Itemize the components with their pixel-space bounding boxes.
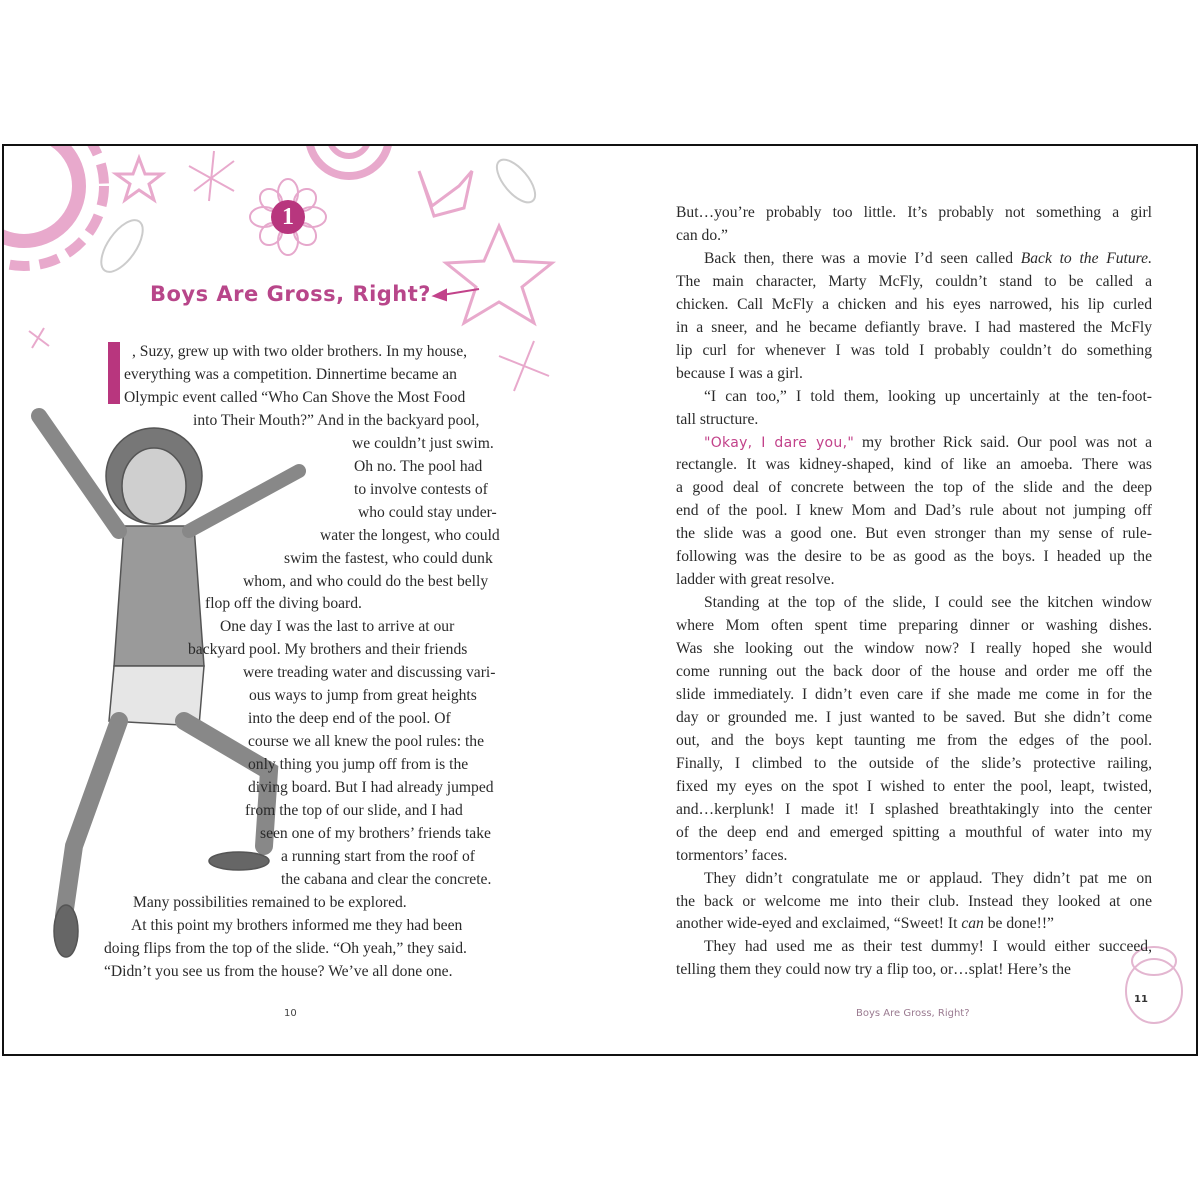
- text-line: seen one of my brothers’ friends take: [260, 824, 491, 842]
- text-line: [676, 914, 1152, 934]
- text-line: diving board. But I had already jumped: [248, 779, 494, 797]
- text-line: flop off the diving board.: [205, 595, 362, 613]
- text-line: “Didn’t you see us from the house? We’ve all done one.: [104, 962, 453, 980]
- text-line: water the longest, who could: [320, 526, 500, 544]
- text-segment: tall structure.: [676, 410, 759, 428]
- text-line: [676, 455, 1152, 475]
- swirl-icon: [309, 146, 389, 176]
- text-segment: and…kerplunk! I made it! I splashed breathtakingly into the center: [676, 800, 1152, 818]
- text-line: into the deep end of the pool. Of: [248, 710, 451, 728]
- rocket-icon: [93, 213, 150, 278]
- text-segment: of the deep end and emerged spitting a mouthful of water into my: [676, 823, 1152, 841]
- text-segment: can do.”: [676, 226, 728, 244]
- text-line: backyard pool. My brothers and their friends: [188, 641, 468, 659]
- page-number-right: 11: [1134, 994, 1148, 1005]
- text-line: [676, 846, 1152, 866]
- text-line: [676, 937, 1152, 957]
- rocket-icon: [490, 153, 542, 208]
- text-segment: Back to the Future.: [1020, 249, 1152, 267]
- star-icon: [446, 226, 552, 323]
- text-segment: come running out the back door of the house and order me off the: [676, 663, 1152, 680]
- text-segment: end of the pool. I knew Mom and Dad’s rule about not jumping off: [676, 502, 1152, 520]
- star-icon: [116, 158, 162, 200]
- text-line: [676, 272, 1152, 292]
- text-line: [676, 249, 1152, 269]
- text-line: [676, 800, 1152, 820]
- text-line: [676, 960, 1152, 980]
- text-line: [676, 203, 1152, 223]
- text-segment: be done!!”: [983, 915, 1054, 933]
- text-segment: following was the desire to be as good as the boys. I headed up the: [676, 548, 1152, 566]
- text-line: [676, 226, 1152, 246]
- text-line: [676, 387, 1152, 407]
- text-segment: “I can too,” I told them, looking up uncertainly at the ten-foot-: [704, 387, 1152, 405]
- text-segment: the slide was a good one. But even stronger than my sense of rule-: [676, 525, 1152, 543]
- text-segment: Was she looking out the window now? I really hoped she would: [676, 640, 1152, 658]
- text-segment: rectangle. It was kidney-shaped, kind of like an amoeba. There was: [676, 456, 1152, 474]
- text-line: from the top of our slide, and I had: [245, 802, 463, 819]
- text-segment: Standing at the top of the slide, I could see the kitchen window: [704, 594, 1152, 612]
- text-segment: can: [961, 915, 984, 933]
- text-segment: another wide-eyed and exclaimed, “Sweet! It: [676, 915, 962, 933]
- text-line: to involve contests of: [354, 480, 488, 498]
- text-line: whom, and who could do the best belly: [243, 572, 489, 590]
- text-line: At this point my brothers informed me they had been: [131, 916, 463, 934]
- text-segment: The main character, Marty McFly, couldn’t stand to be called a: [676, 272, 1152, 290]
- text-segment: Back then, there was a movie I’d seen called: [704, 249, 1021, 267]
- chapter-number-badge: 1: [271, 200, 305, 234]
- text-line: [676, 593, 1152, 613]
- text-segment: slide immediately. I didn’t even care if she made me come in for the: [676, 685, 1152, 703]
- frog-icon: [1126, 947, 1182, 1023]
- text-line: [676, 639, 1152, 659]
- text-line: doing flips from the top of the slide. “Oh yeah,” they said.: [104, 939, 467, 957]
- text-segment: chicken. Call McFly a chicken and his eyes narrowed, his lip curled: [676, 295, 1152, 313]
- text-line: Oh no. The pool had: [354, 457, 483, 475]
- text-line: into Their Mouth?” And in the backyard pool,: [193, 411, 480, 429]
- page-number-left: 10: [284, 1008, 297, 1019]
- text-line: [676, 685, 1152, 705]
- text-line: [676, 547, 1152, 567]
- text-segment: telling them they could now try a flip too, or…splat! Here’s the: [676, 961, 1071, 979]
- text-line: [676, 433, 1152, 453]
- book-spread: [2, 144, 1198, 1056]
- text-line: were treading water and discussing vari-: [243, 664, 496, 682]
- text-line: [676, 295, 1152, 315]
- text-segment: lip curl for whenever I was told I probably couldn’t do something: [676, 341, 1152, 359]
- text-line: [676, 823, 1152, 843]
- text-segment: They didn’t congratulate me or applaud. They didn’t pat me on: [704, 869, 1152, 887]
- text-line: swim the fastest, who could dunk: [284, 549, 493, 567]
- text-line: ous ways to jump from great heights: [249, 687, 477, 705]
- text-segment: out, and the boys kept taunting me from the edges of the pool.: [676, 731, 1152, 749]
- sun-flower-icon: [4, 146, 79, 241]
- text-line: [676, 570, 1152, 590]
- text-segment: day or grounded me. I just wanted to be saved. But she didn’t come: [676, 708, 1152, 726]
- text-line: [676, 708, 1152, 728]
- text-segment: Finally, I climbed to the outside of the slide’s protective railing,: [676, 754, 1152, 772]
- text-line: who could stay under-: [358, 503, 497, 521]
- text-line: [676, 869, 1152, 889]
- text-line: One day I was the last to arrive at our: [220, 618, 455, 636]
- text-line: course we all knew the pool rules: the: [248, 733, 485, 751]
- text-line: [676, 892, 1152, 912]
- text-line: [676, 524, 1152, 544]
- handwritten-quote: "Okay, I dare you,": [704, 434, 855, 451]
- running-head: Boys Are Gross, Right?: [856, 1008, 970, 1019]
- text-line: [676, 777, 1152, 797]
- text-line: [676, 478, 1152, 498]
- text-line: [676, 754, 1152, 774]
- text-segment: a good deal of concrete between the top of the slide and the deep: [676, 479, 1152, 497]
- text-segment: tormentors’ faces.: [676, 846, 788, 864]
- text-line: [676, 616, 1152, 636]
- text-line: , Suzy, grew up with two older brothers. In my house,: [132, 343, 468, 360]
- chapter-title: Boys Are Gross, Right?: [150, 282, 431, 306]
- text-segment: where Mom often spent time preparing dinner or washing dishes.: [676, 617, 1152, 635]
- text-line: a running start from the roof of: [281, 847, 476, 865]
- text-line: [676, 410, 1152, 430]
- text-line: [676, 318, 1152, 338]
- text-segment: the back or welcome me into their club. Instead they looked at one: [676, 892, 1152, 910]
- text-line: Many possibilities remained to be explored.: [133, 893, 407, 911]
- text-segment: because I was a girl.: [676, 364, 803, 382]
- text-segment: They had used me as their test dummy! I would either succeed,: [704, 938, 1152, 956]
- crown-icon: [419, 171, 472, 216]
- text-line: [676, 341, 1152, 361]
- text-line: Olympic event called “Who Can Shove the Most Food: [124, 388, 466, 406]
- text-segment: ladder with great resolve.: [676, 571, 835, 589]
- text-line: [676, 731, 1152, 751]
- drop-cap: [108, 342, 120, 404]
- text-line: everything was a competition. Dinnertime became an: [124, 365, 457, 383]
- text-line: [676, 501, 1152, 521]
- text-line: the cabana and clear the concrete.: [281, 870, 492, 888]
- text-line: [676, 662, 1152, 682]
- text-line: [676, 364, 1152, 384]
- text-line: only thing you jump off from is the: [248, 756, 469, 774]
- text-line: we couldn’t just swim.: [352, 434, 494, 452]
- text-segment: But…you’re probably too little. It’s probably not something a girl: [676, 204, 1152, 221]
- text-segment: fixed my eyes on the spot I wished to enter the pool, leapt, twisted,: [676, 777, 1152, 795]
- text-segment: my brother Rick said. Our pool was not a: [854, 433, 1152, 451]
- text-segment: in a sneer, and he became defiantly brave. I had mastered the McFly: [676, 318, 1152, 336]
